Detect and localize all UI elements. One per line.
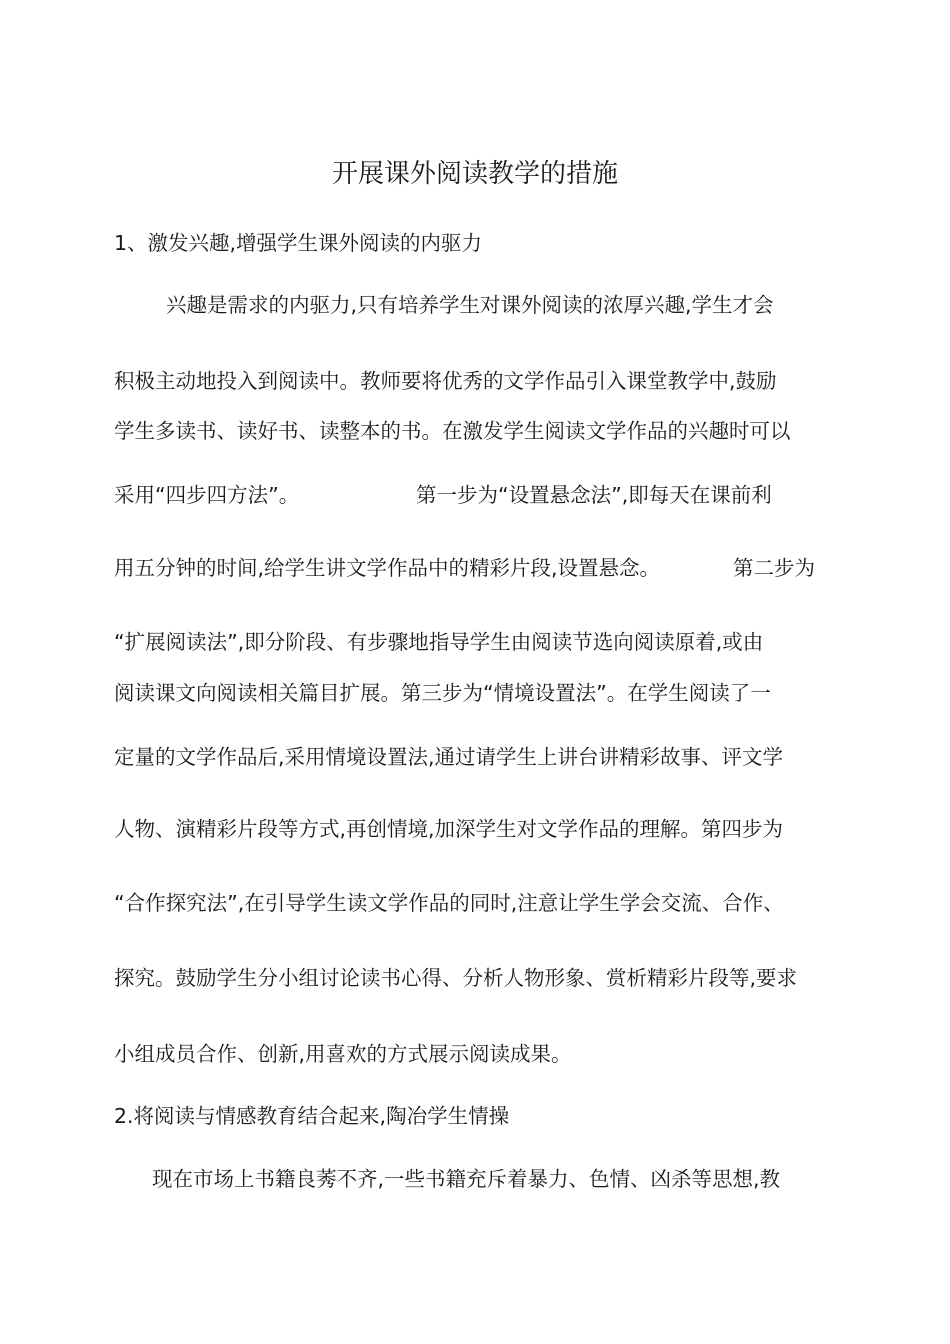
paragraph-line: “扩展阅读法”,即分阶段、有步骤地指导学生由阅读节选向阅读原着,或由 (114, 630, 764, 654)
paragraph-line: 人物、演精彩片段等方式,再创情境,加深学生对文学作品的理解。第四步为 (114, 817, 784, 841)
paragraph-line: 积极主动地投入到阅读中。教师要将优秀的文学作品引入课堂教学中,鼓励 (114, 369, 777, 393)
paragraph-line: 用五分钟的时间,给学生讲文学作品中的精彩片段,设置悬念。 (114, 556, 661, 580)
paragraph-line: 兴趣是需求的内驱力,只有培养学生对课外阅读的浓厚兴趣,学生才会 (166, 293, 774, 317)
paragraph-line: 第二步为 (733, 556, 815, 580)
paragraph-line: “合作探究法”,在引导学生读文学作品的同时,注意让学生学会交流、合作、 (114, 891, 784, 915)
paragraph-line: 小组成员合作、创新,用喜欢的方式展示阅读成果。 (114, 1042, 572, 1066)
paragraph-line: 阅读课文向阅读相关篇目扩展。第三步为“情境设置法”。在学生阅读了一 (114, 681, 771, 705)
paragraph-line: 采用“四步四方法”。 (114, 483, 300, 507)
document-title: 开展课外阅读教学的措施 (331, 159, 618, 189)
paragraph-line: 定量的文学作品后,采用情境设置法,通过请学生上讲台讲精彩故事、评文学 (114, 745, 784, 769)
paragraph-line: 现在市场上书籍良莠不齐,一些书籍充斥着暴力、色情、凶杀等思想,教 (152, 1167, 781, 1191)
paragraph-line: 探究。鼓励学生分小组讨论读书心得、分析人物形象、赏析精彩片段等,要求 (114, 966, 798, 990)
paragraph-line: 第一步为“设置悬念法”,即每天在课前利 (416, 483, 772, 507)
paragraph-line: 学生多读书、读好书、读整本的书。在激发学生阅读文学作品的兴趣时可以 (114, 419, 791, 443)
section-heading-1: 1、激发兴趣,增强学生课外阅读的内驱力 (114, 231, 483, 255)
section-heading-2: 2.将阅读与情感教育结合起来,陶冶学生情操 (114, 1104, 510, 1128)
